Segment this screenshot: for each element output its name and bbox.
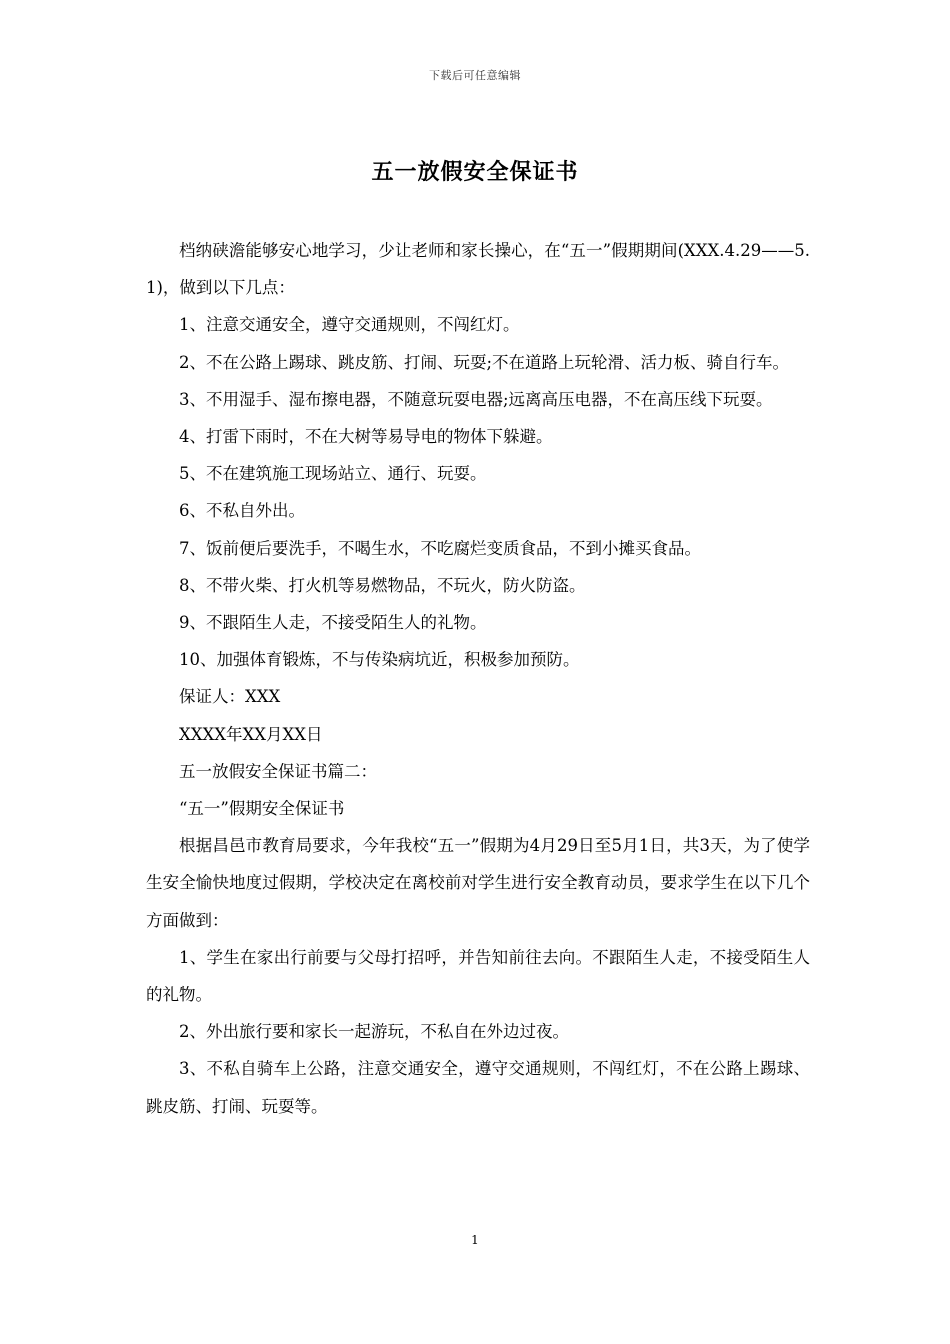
paragraph-item-3: 3、不用湿手、湿布擦电器，不随意玩耍电器;远离高压电器，不在高压线下玩耍。 (179, 389, 773, 409)
paragraph-item-7: 7、饭前便后要洗手，不喝生水，不吃腐烂变质食品，不到小摊买食品。 (179, 538, 701, 558)
document-title: 五一放假安全保证书 (371, 159, 579, 185)
paragraph-item-5: 5、不在建筑施工现场站立、通行、玩耍。 (179, 464, 487, 484)
paragraph-item-2: 2、不在公路上踢球、跳皮筋、打闹、玩耍;不在道路上玩轮滑、活力板、骑自行车。 (179, 352, 790, 372)
paragraph-item-6: 6、不私自外出。 (179, 501, 305, 521)
section-two-item-1: 1、学生在家出行前要与父母打招呼，并告知前往去向。不跟陌生人走，不接受陌生人的礼物。 (146, 947, 810, 1005)
page-number: 1 (471, 1233, 479, 1247)
paragraph-item-8: 8、不带火柴、打火机等易燃物品，不玩火，防火防盗。 (179, 575, 586, 595)
paragraph-intro: 档纳硖澹能够安心地学习，少让老师和家长操心，在“五一”假期期间(XXX.4.29——5.1)，做到以下几点： (146, 241, 810, 298)
section-two-intro: 根据昌邑市教育局要求，今年我校“五一”假期为4月29日至5月1日，共3天，为了使学生安全愉快地度过假期，学校决定在离校前对学生进行安全教育动员，要求学生在以下几个方面做到： (146, 836, 810, 930)
paragraph-item-9: 9、不跟陌生人走，不接受陌生人的礼物。 (179, 613, 487, 633)
date-line: XXXX年XX月XX日 (179, 724, 323, 744)
section-two-title: “五一”假期安全保证书 (179, 799, 345, 819)
section-two-item-3: 3、不私自骑车上公路，注意交通安全，遵守交通规则，不闯红灯，不在公路上踢球、跳皮筋、打闹、玩耍等。 (146, 1059, 810, 1116)
document-body (146, 232, 810, 1125)
paragraph-item-1: 1、注意交通安全，遵守交通规则，不闯红灯。 (179, 315, 520, 335)
page-header-note: 下载后可任意编辑 (429, 69, 521, 82)
paragraph-item-10: 10、加强体育锻炼，不与传染病坑近，积极参加预防。 (179, 650, 580, 670)
guarantor-line: 保证人：XXX (179, 687, 281, 707)
section-two-heading: 五一放假安全保证书篇二： (179, 761, 377, 781)
section-two-item-2: 2、外出旅行要和家长一起游玩，不私自在外边过夜。 (179, 1022, 569, 1042)
paragraph-item-4: 4、打雷下雨时，不在大树等易导电的物体下躲避。 (179, 427, 553, 447)
